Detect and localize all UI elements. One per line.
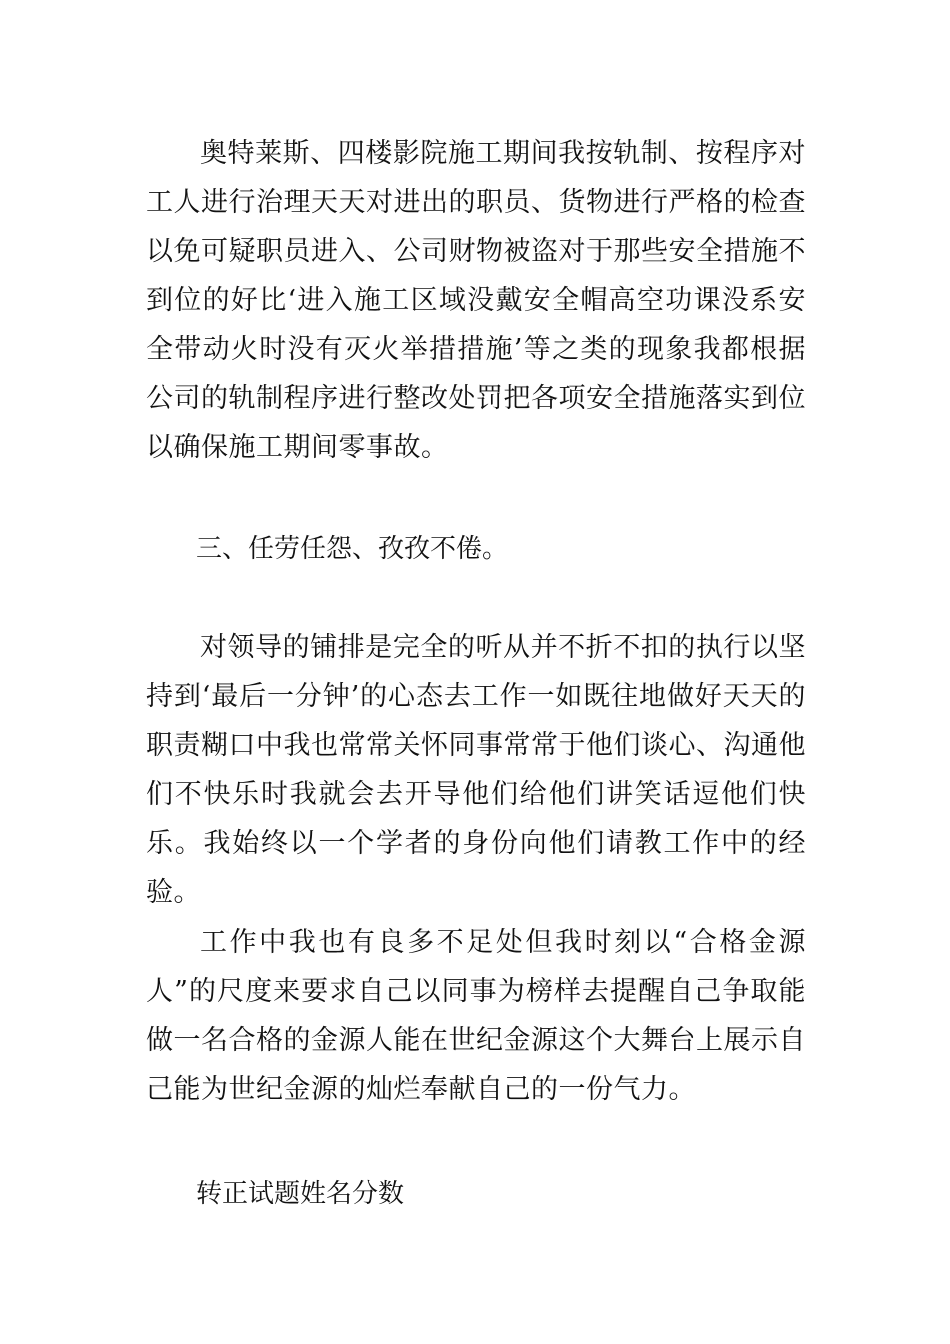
- section-heading-three: 三、任劳任怨、孜孜不倦。: [196, 534, 509, 564]
- paragraph-self-improvement: 工作中我也有良多不足处但我时刻以“合格金源人”的尺度来要求自己以同事为榜样去提醒自己争取能做一名合格的金源人能在世纪金源这个大舞台上展示自己能为世纪金源的灿烂奉献自己的一份气力。: [146, 927, 806, 1105]
- closing-heading: 转正试题姓名分数: [196, 1179, 405, 1209]
- paragraph-work-attitude: 对领导的铺排是完全的听从并不折不扣的执行以坚持到‘最后一分钟’的心态去工作一如既往地做好天天的职责糊口中我也常常关怀同事常常于他们谈心、沟通他们不快乐时我就会去开导他们给他们讲笑话逗他们快乐。我始终以一个学者的身份向他们请教工作中的经验。: [146, 632, 806, 908]
- paragraph-construction-safety: 奥特莱斯、四楼影院施工期间我按轨制、按程序对工人进行治理天天对进出的职员、货物进行严格的检查以免可疑职员进入、公司财物被盗对于那些安全措施不到位的好比‘进入施工区域没戴安全帽高空功课没系安全带动火时没有灭火举措措施’等之类的现象我都根据公司的轨制程序进行整改处罚把各项安全措施落实到位以确保施工期间零事故。: [146, 138, 806, 463]
